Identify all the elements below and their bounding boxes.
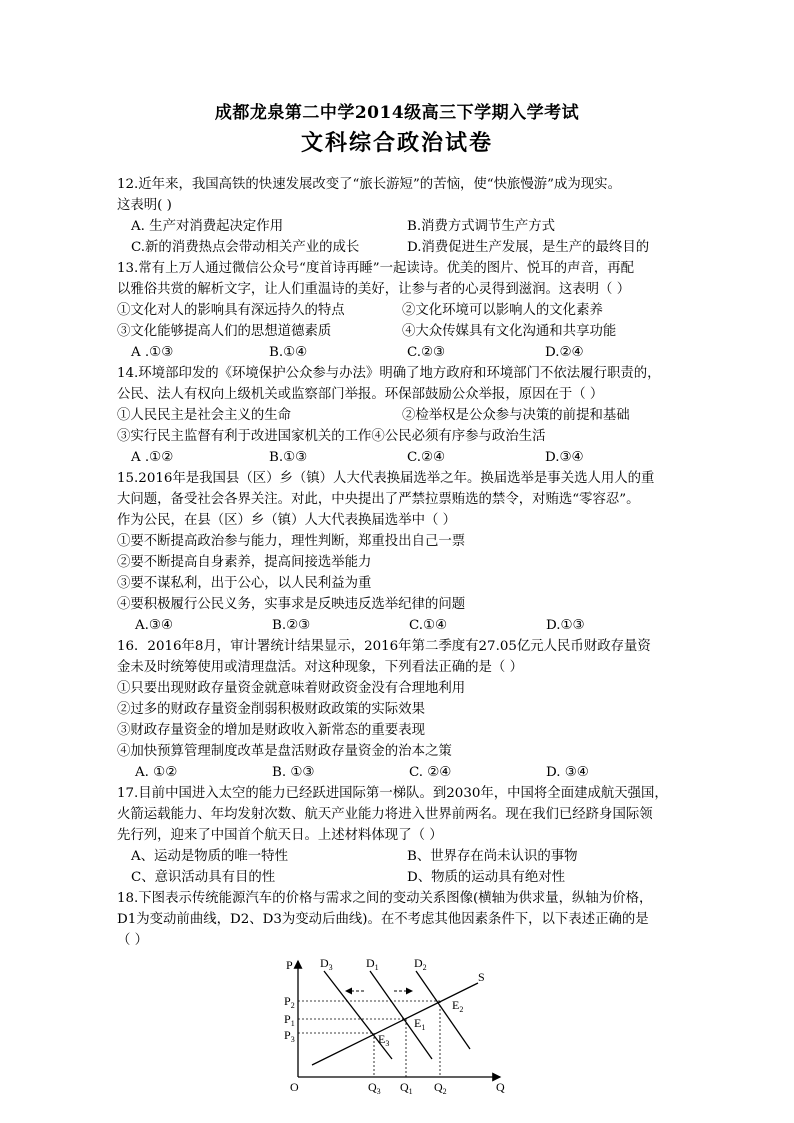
option-d: D.①③ <box>546 618 585 633</box>
option-b: B.①③ <box>269 450 308 465</box>
option-c: C.②④ <box>407 450 446 465</box>
item-1: ①人民民主是社会主义的生命 <box>117 408 292 423</box>
question-stem: 14.环境部印发的《环境保护公众参与办法》明确了地方政府和环境部门不依法履行职责的， <box>117 366 661 381</box>
question-stem: 13.常有上万人通过微信公众号“度首诗再睡”一起读诗。优美的图片、悦耳的声音，再配 <box>117 261 635 276</box>
price-label-p1: $P_1$ <box>284 1012 295 1028</box>
curve-label-s: S <box>478 970 485 984</box>
question-stem: 先行列，迎来了中国首个航天日。上述材料体现了（ ） <box>117 828 443 843</box>
option-b: B. ①③ <box>272 765 315 780</box>
option-d: D、物质的运动具有绝对性 <box>407 870 566 885</box>
option-c: C、意识活动具有目的性 <box>131 870 276 885</box>
option-a: A.③④ <box>135 618 173 633</box>
price-label-p2: $P_2$ <box>284 994 295 1010</box>
item-1: ①要不断提高政治参与能力，理性判断，郑重投出自己一票 <box>117 534 466 549</box>
item-2: ②过多的财政存量资金削弱积极财政政策的实际效果 <box>117 702 425 717</box>
option-a: A. ①② <box>135 765 178 780</box>
question-stem: 金未及时统筹使用或清理盘活。对这种现象，下列看法正确的是（ ） <box>117 660 523 675</box>
option-a: A. 生产对消费起决定作用 <box>131 219 284 234</box>
question-12 <box>117 174 683 258</box>
curve-label-d2: $D_2$ <box>414 956 427 972</box>
option-b: B.①④ <box>269 345 308 360</box>
question-list <box>117 174 683 951</box>
items-row <box>117 321 683 342</box>
options-row <box>117 216 683 237</box>
origin-label: O <box>290 1080 299 1094</box>
point-label-e1: $E_1$ <box>414 1016 426 1032</box>
question-stem: 12.近年来，我国高铁的快速发展改变了“旅长游短”的苦恼，使“快旅慢游”成为现实。 <box>117 177 621 192</box>
question-stem: （ ） <box>117 933 149 948</box>
item-1: ①文化对人的影响具有深远持久的特点 <box>117 303 345 318</box>
items-row <box>117 405 683 426</box>
items-row <box>117 300 683 321</box>
x-axis-label: Q <box>496 1080 505 1094</box>
item-3-4: ③实行民主监督有利于改进国家机关的工作④公民必须有序参与政治生活 <box>117 429 546 444</box>
question-stem: 以雅俗共赏的解析文字，让人们重温诗的美好，让参与者的心灵得到滋润。这表明（ ） <box>117 282 631 297</box>
item-3: ③文化能够提高人们的思想道德素质 <box>117 324 332 339</box>
quantity-label-q1: $Q_1$ <box>400 1080 413 1095</box>
option-c: C. ②④ <box>409 765 452 780</box>
point-label-e2: $E_2$ <box>452 998 464 1014</box>
options-row <box>117 447 683 468</box>
option-a: A、运动是物质的唯一特性 <box>131 849 288 864</box>
graph-svg <box>274 955 514 1095</box>
question-16 <box>117 636 683 783</box>
options-row <box>117 342 683 363</box>
school-title: 成都龙泉第二中学2014级高三下学期入学考试 <box>214 103 580 123</box>
option-d: D.消费促进生产发展，是生产的最终目的 <box>407 240 650 255</box>
option-c: C.①④ <box>409 618 448 633</box>
options-row <box>117 237 683 258</box>
curve-label-d3: $D_3$ <box>320 956 333 972</box>
supply-demand-graph <box>274 955 514 1095</box>
item-3: ③财政存量资金的增加是财政收入新常态的重要表现 <box>117 723 425 738</box>
item-1: ①只要出现财政存量资金就意味着财政资金没有合理地利用 <box>117 681 466 696</box>
curve-label-d1: $D_1$ <box>366 956 379 972</box>
question-stem: 公民、法人有权向上级机关或监察部门举报。环保部鼓励公众举报，原因在于（ ） <box>117 387 604 402</box>
item-2: ②检举权是公众参与决策的前提和基础 <box>402 408 630 423</box>
option-d: D.③④ <box>545 450 584 465</box>
point-label-e3: $E_3$ <box>378 1032 390 1048</box>
option-c: C.②③ <box>407 345 446 360</box>
option-b: B、世界存在尚未认识的事物 <box>407 849 578 864</box>
item-4: ④加快预算管理制度改革是盘活财政存量资金的治本之策 <box>117 744 452 759</box>
quantity-label-q2: $Q_2$ <box>434 1080 447 1095</box>
question-stem: 16．2016年8月，审计署统计结果显示，2016年第二季度有27.05亿元人民币财政存量资 <box>117 639 651 654</box>
options-row <box>117 867 683 888</box>
question-stem: 作为公民，在县（区）乡（镇）人大代表换届选举中（ ） <box>117 513 457 528</box>
item-3: ③要不谋私利，出于公心，以人民利益为重 <box>117 576 372 591</box>
option-b: B.消费方式调节生产方式 <box>407 219 556 234</box>
question-stem: 大问题，备受社会各界关注。对此，中央提出了严禁拉票贿选的禁令，对贿选“零容忍”。 <box>117 492 640 507</box>
option-d: D. ③④ <box>546 765 589 780</box>
option-a: A .①③ <box>131 345 174 360</box>
question-stem: 18.下图表示传统能源汽车的价格与需求之间的变动关系图像(横轴为供求量，纵轴为价格， <box>117 891 653 906</box>
option-a: A .①② <box>131 450 174 465</box>
question-13 <box>117 258 683 363</box>
question-stem: D1为变动前曲线，D2、D3为变动后曲线)。在不考虑其他因素条件下，以下表述正确的是 <box>117 912 649 927</box>
option-c: C.新的消费热点会带动相关产业的成长 <box>131 240 360 255</box>
option-d: D.②④ <box>545 345 584 360</box>
item-2: ②文化环境可以影响人的文化素养 <box>402 303 603 318</box>
item-2: ②要不断提高自身素养，提高间接选举能力 <box>117 555 372 570</box>
question-17 <box>117 783 683 888</box>
item-4: ④要积极履行公民义务，实事求是反映违反选举纪律的问题 <box>117 597 466 612</box>
options-row <box>117 762 683 783</box>
y-axis-label: P <box>286 958 293 972</box>
quantity-label-q3: $Q_3$ <box>368 1080 381 1095</box>
question-14 <box>117 363 683 468</box>
options-row <box>117 615 683 636</box>
question-stem: 这表明( ) <box>117 198 172 213</box>
question-stem: 火箭运载能力、年均发射次数、航天产业能力将进入世界前两名。现在我们已经跻身国际领 <box>117 807 653 822</box>
question-18 <box>117 888 683 951</box>
exam-title: 文科综合政治试卷 <box>300 130 493 156</box>
item-4: ④大众传媒具有文化沟通和共享功能 <box>402 324 617 339</box>
question-stem: 17.目前中国进入太空的能力已经跃进国际第一梯队。到2030年，中国将全面建成航天强国， <box>117 786 668 801</box>
price-label-p3: $P_3$ <box>284 1028 295 1044</box>
question-stem: 15.2016年是我国县（区）乡（镇）人大代表换届选举之年。换届选举是事关选人用人的重 <box>117 471 655 486</box>
question-15 <box>117 468 683 636</box>
option-b: B.②③ <box>272 618 311 633</box>
options-row <box>117 846 683 867</box>
